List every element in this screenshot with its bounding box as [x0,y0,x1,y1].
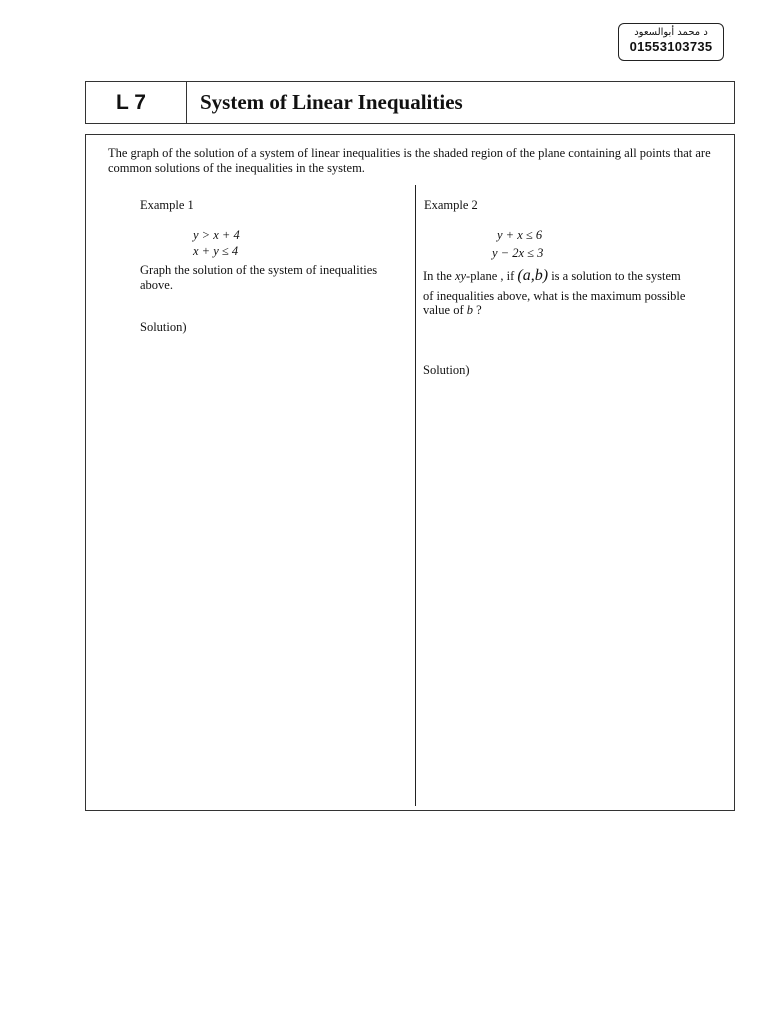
q-point: (a,b) [517,267,549,284]
lesson-title: System of Linear Inequalities [200,90,463,114]
q-var-b: b [466,303,473,317]
example2-question-line1 [423,266,681,286]
example1-question: Graph the solution of the system of inequalities above. [140,263,378,292]
q-var-xy: xy [454,269,467,283]
example1-label: Example 1 [140,198,194,212]
lesson-header [85,81,735,124]
example1-solution-label: Solution) [140,320,187,334]
lesson-number: L 7 [86,82,187,123]
example1-inequality-2: x + y ≤ 4 [193,244,239,258]
q-text-2: -plane , if [466,269,518,283]
author-name: د محمد أبوالسعود [634,27,708,38]
q-text-1: In the [423,269,455,283]
example2-question-line2: of inequalities above, what is the maximum possible [423,289,686,303]
example2-question-line3 [423,303,482,318]
content-box [85,134,735,811]
example2-label: Example 2 [424,198,478,212]
example2-inequality-1: y + x ≤ 6 [497,228,543,242]
q-text-5: ? [472,303,482,317]
example1-inequality-1: y > x + 4 [193,228,240,242]
q-text-4: value of [423,303,467,317]
intro-paragraph: The graph of the solution of a system of linear inequalities is the shaded region of the plane containing all points that are common solutions of the inequalities in the system. [108,146,711,175]
author-phone: 01553103735 [629,39,713,54]
column-divider [415,185,416,806]
example2-inequality-2: y − 2x ≤ 3 [492,246,544,260]
author-stamp [618,23,724,61]
q-text-3: is a solution to the system [548,269,681,283]
example2-solution-label: Solution) [423,363,470,377]
